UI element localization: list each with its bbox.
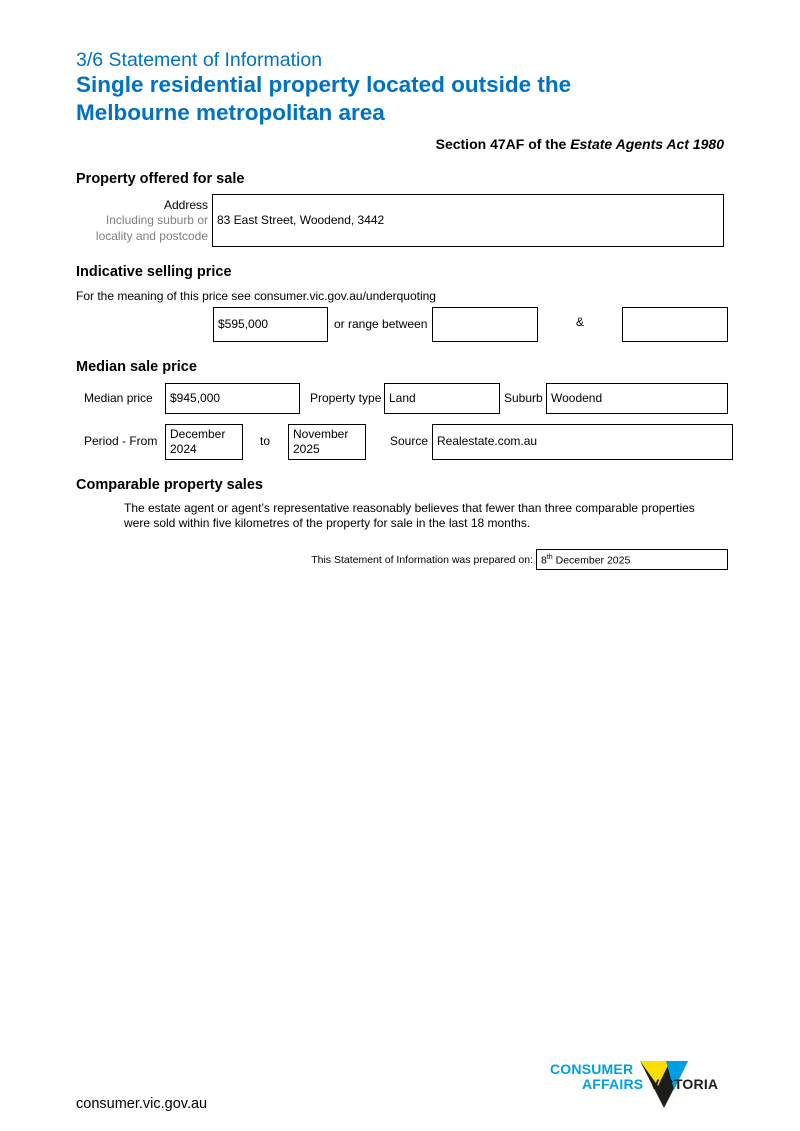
comparable-text-line1: The estate agent or agent’s representative reasonably believes that fewer than three comparable properties xyxy=(124,501,695,515)
source-field[interactable] xyxy=(432,424,733,460)
indicative-heading: Indicative selling price xyxy=(76,264,232,280)
property-type-field[interactable] xyxy=(384,383,500,414)
source-value: Realestate.com.au xyxy=(437,434,538,448)
period-to-month: November xyxy=(293,427,349,441)
indicative-price-field[interactable] xyxy=(213,307,328,342)
period-from-year: 2024 xyxy=(170,442,197,456)
suburb-value: Woodend xyxy=(551,391,603,405)
form-number: 3/6 Statement of Information xyxy=(76,49,323,71)
prepared-month-year: December 2025 xyxy=(552,554,631,567)
median-price-value: $945,000 xyxy=(170,391,221,405)
logo-affairs: AFFAIRS xyxy=(582,1076,644,1092)
property-heading: Property offered for sale xyxy=(76,171,245,187)
period-label: Period - From xyxy=(84,434,158,448)
suburb-field[interactable] xyxy=(546,383,728,414)
period-from-field[interactable] xyxy=(165,424,243,460)
prepared-on-value xyxy=(541,550,630,569)
period-to-field[interactable] xyxy=(288,424,366,460)
logo-consumer: CONSUMER xyxy=(550,1061,634,1077)
prepared-day: 8 xyxy=(541,554,547,567)
range-low-field[interactable] xyxy=(432,307,538,342)
range-ampersand: & xyxy=(576,315,585,329)
source-label: Source xyxy=(390,434,429,448)
period-from-month: December xyxy=(170,427,226,441)
act-name: Estate Agents Act 1980 xyxy=(570,136,724,152)
period-to-label: to xyxy=(260,434,271,448)
period-to-year: 2025 xyxy=(293,442,320,456)
page-title-line1: Single residential property located outside the xyxy=(76,72,572,97)
prepared-on-field[interactable] xyxy=(536,549,728,570)
section-reference xyxy=(436,136,724,152)
consumer-affairs-victoria-logo xyxy=(548,1058,733,1114)
address-sublabel-1: Including suburb or xyxy=(105,213,208,227)
property-type-label: Property type xyxy=(310,391,382,405)
comparable-text-line2: were sold within five kilometres of the property for sale in the last 18 months. xyxy=(124,516,531,530)
page-title-line2: Melbourne metropolitan area xyxy=(76,100,385,125)
logo-victoria: VICTORIA xyxy=(650,1076,719,1092)
median-heading: Median sale price xyxy=(76,359,197,375)
prepared-day-suffix: th xyxy=(546,554,553,562)
address-label: Address xyxy=(163,198,208,212)
median-price-field[interactable] xyxy=(165,383,300,414)
prepared-on-label: This Statement of Information was prepared on: xyxy=(311,554,533,566)
range-high-field[interactable] xyxy=(622,307,728,342)
address-sublabel-2: locality and postcode xyxy=(95,229,208,243)
property-type-value: Land xyxy=(389,391,416,405)
indicative-price-value: $595,000 xyxy=(218,317,269,331)
address-field[interactable] xyxy=(212,194,724,247)
suburb-label: Suburb xyxy=(504,391,543,405)
range-label: or range between xyxy=(334,317,428,331)
indicative-note: For the meaning of this price see consumer.vic.gov.au/underquoting xyxy=(76,289,436,303)
median-price-label: Median price xyxy=(84,391,153,405)
comparable-heading: Comparable property sales xyxy=(76,477,263,493)
footer-website[interactable]: consumer.vic.gov.au xyxy=(76,1096,208,1112)
section-prefix: Section 47AF of the xyxy=(435,136,571,152)
address-value: 83 East Street, Woodend, 3442 xyxy=(217,213,385,227)
